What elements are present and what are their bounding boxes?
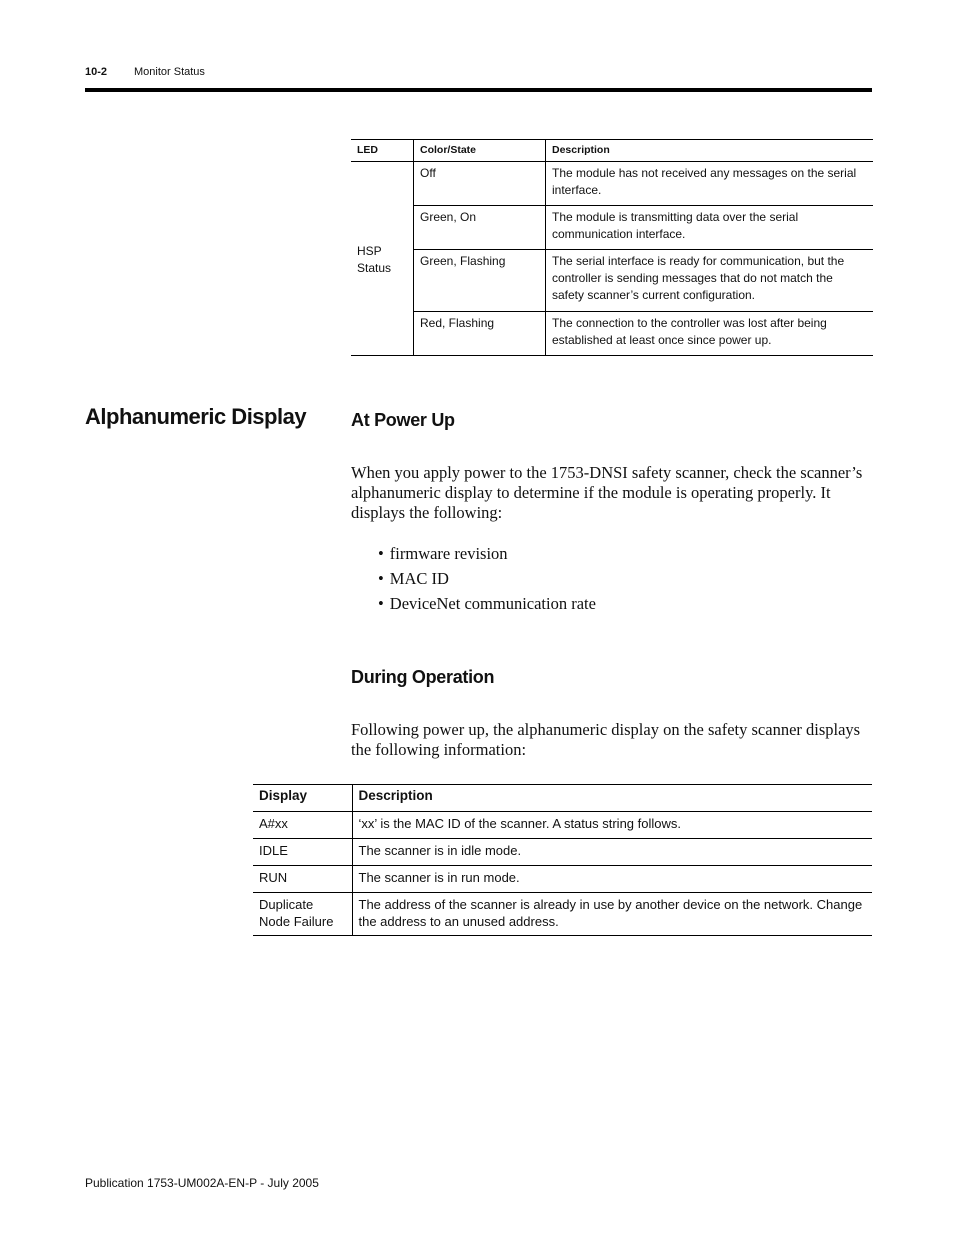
table-row: [351, 162, 873, 206]
section-title: Monitor Status: [134, 66, 205, 78]
state-cell: Off: [414, 162, 546, 206]
list-item: • firmware revision: [378, 544, 508, 563]
col-header-description: Description: [546, 140, 874, 162]
description-cell: The scanner is in idle mode.: [352, 839, 872, 866]
table-row: [253, 839, 872, 866]
power-up-heading: At Power Up: [351, 410, 455, 430]
bullet-icon: •: [378, 569, 384, 588]
state-cell: Red, Flashing: [414, 312, 546, 356]
description-cell: ‘xx’ is the MAC ID of the scanner. A status string follows.: [352, 812, 872, 839]
description-cell: The serial interface is ready for communication, but the controller is sending messages that do not match the safety scanner’s current configuration.: [546, 250, 874, 312]
led-name-cell: HSP Status: [351, 162, 414, 356]
table-row: [351, 206, 873, 250]
table-row: [253, 893, 872, 936]
during-operation-paragraph: Following power up, the alphanumeric display on the safety scanner displays the following information:: [351, 720, 861, 759]
col-header-description: Description: [352, 785, 872, 812]
description-cell: The connection to the controller was lost after being established at least once since power up.: [546, 312, 874, 356]
col-header-display: Display: [253, 785, 352, 812]
col-header-led: LED: [351, 140, 414, 162]
display-table: [253, 784, 872, 936]
page-footer: Publication 1753-UM002A-EN-P - July 2005: [85, 1176, 319, 1190]
col-header-color-state: Color/State: [414, 140, 546, 162]
power-up-bullet-list: [378, 544, 596, 619]
state-cell: Green, Flashing: [414, 250, 546, 312]
bullet-icon: •: [378, 594, 384, 613]
section-heading: Alphanumeric Display: [85, 404, 307, 429]
description-cell: The module is transmitting data over the serial communication interface.: [546, 206, 874, 250]
bullet-icon: •: [378, 544, 384, 563]
power-up-paragraph: When you apply power to the 1753-DNSI safety scanner, check the scanner’s alphanumeric display to determine if the module is operating properly. It displays the following:: [351, 463, 863, 522]
display-cell: A#xx: [253, 812, 352, 839]
list-item: • MAC ID: [378, 569, 449, 588]
page-header: [85, 66, 205, 78]
table-row: [253, 812, 872, 839]
display-cell: Duplicate Node Failure: [253, 893, 352, 936]
table-row: [253, 866, 872, 893]
list-item: • DeviceNet communication rate: [378, 594, 596, 613]
table-row: [351, 312, 873, 356]
table-row: [351, 250, 873, 312]
display-cell: IDLE: [253, 839, 352, 866]
description-cell: The address of the scanner is already in use by another device on the network. Change the address to an unused address.: [352, 893, 872, 936]
description-cell: The scanner is in run mode.: [352, 866, 872, 893]
led-status-table: [351, 139, 873, 356]
display-cell: RUN: [253, 866, 352, 893]
during-operation-heading: During Operation: [351, 667, 495, 687]
page-number: 10-2: [85, 66, 108, 78]
header-rule: [85, 88, 872, 92]
state-cell: Green, On: [414, 206, 546, 250]
description-cell: The module has not received any messages on the serial interface.: [546, 162, 874, 206]
